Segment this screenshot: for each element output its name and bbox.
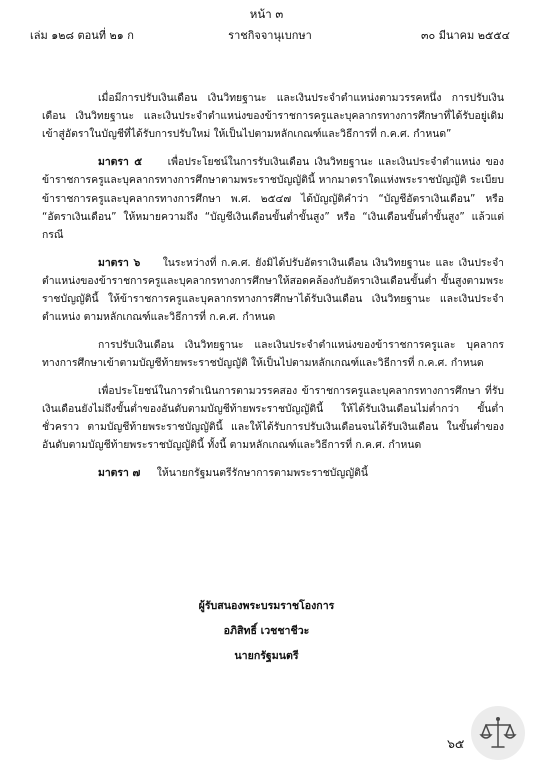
signatory-name: อภิสิทธิ์ เวชชาชีวะ xyxy=(223,625,310,637)
page-header-number: หน้า ๓ xyxy=(249,7,284,21)
section-5 xyxy=(42,153,504,244)
section-6-paragraph-3: เพื่อประโยชน์ในการดำเนินการตามวรรคสอง ข้าราชการครูและบุคลากรทางการศึกษา ที่รับเงินเดือนยังไม่ถึงขั้นต่ำของอันดับตามบัญชีท้ายพระราชบัญญัตินี้ ให้ได้รับเงินเดือนไม่ต่ำกว่า ขั้นต่ำชั่วคราว ตามบัญชีท้ายพระราชบัญญัตินี้ และให้ได้รับการปรับเงินเดือนจนได้รับเงินเดือน ในขั้นต่ำของอันดับตามบัญชีท้ายพระราชบัญญัตินี้ ทั้งนี้ ตามหลักเกณฑ์และวิธีการที่ ก.ค.ศ. กำหนด xyxy=(42,384,504,452)
section-6-label: มาตรา ๖ xyxy=(98,256,141,269)
signatory-title: นายกรัฐมนตรี xyxy=(234,650,299,662)
gazette-name: ราชกิจจานุเบกษา xyxy=(228,29,312,42)
paragraph-amendment-end: เมื่อมีการปรับเงินเดือน เงินวิทยฐานะ และเงินประจำตำแหน่งตามวรรคหนึ่ง การปรับเงินเดือน เงินวิทยฐานะ และเงินประจำตำแหน่งของข้าราชการครูและบุคลากรทางการศึกษาที่ได้รับอยู่เดิม เข้าสู่อัตราในบัญชีที่ได้รับการปรับใหม่ ให้เป็นไปตามหลักเกณฑ์และวิธีการที่ ก.ค.ศ. กำหนด” xyxy=(42,92,504,141)
scales-of-justice-icon xyxy=(471,706,525,760)
document-body xyxy=(42,89,504,482)
section-5-text: เพื่อประโยชน์ในการรับเงินเดือน เงินวิทยฐานะ และเงินประจำตำแหน่ง ของข้าราชการครูและบุคลากรทางการศึกษาตามพระราชบัญญัตินี้ หากมาตราใดแห่งพระราชบัญญัติ ระเบียบข้าราชการครูและบุคลากรทางการศึกษา พ.ศ. ๒๕๔๗ ได้บัญญัติคำว่า “บัญชีอัตราเงินเดือน” หรือ “อัตราเงินเดือน” ให้หมายความถึง “บัญชีเงินเดือนขั้นต่ำขั้นสูง” หรือ “เงินเดือนขั้นต่ำขั้นสูง” แล้วแต่กรณี xyxy=(42,156,505,241)
section-7 xyxy=(42,464,504,482)
publication-date: ๓๐ มีนาคม ๒๕๕๔ xyxy=(420,29,510,42)
section-7-label: มาตรา ๗ xyxy=(98,467,141,480)
gazette-header xyxy=(30,26,510,44)
section-6-text: ในระหว่างที่ ก.ค.ศ. ยังมิได้ปรับอัตราเงินเดือน เงินวิทยฐานะ และ เงินประจำตำแหน่งของข้าราชการครูและบุคลากรทางการศึกษาให้สอดคล้องกับอัตราเงินเดือนขั้นต่ำ ขั้นสูงตามพระราชบัญญัตินี้ ให้ข้าราชการครูและบุคลากรทางการศึกษาได้รับเงินเดือน เงินวิทยฐานะ และเงินประจำตำแหน่ง ตามหลักเกณฑ์และวิธีการที่ ก.ค.ศ. กำหนด xyxy=(42,256,505,324)
countersign-heading: ผู้รับสนองพระบรมราชโองการ xyxy=(198,600,335,612)
volume-issue: เล่ม ๑๒๘ ตอนที่ ๒๑ ก xyxy=(30,29,134,42)
section-7-text: ให้นายกรัฐมนตรีรักษาการตามพระราชบัญญัตินี้ xyxy=(156,467,368,480)
section-6 xyxy=(42,254,504,327)
page-number: ๖๕ xyxy=(447,736,465,751)
section-6-paragraph-2: การปรับเงินเดือน เงินวิทยฐานะ และเงินประจำตำแหน่งของข้าราชการครูและ บุคลากรทางการศึกษาเข้าตามบัญชีท้ายพระราชบัญญัติ ให้เป็นไปตามหลักเกณฑ์และวิธีการที่ ก.ค.ศ. กำหนด xyxy=(42,338,504,370)
section-5-label: มาตรา ๕ xyxy=(98,156,143,169)
